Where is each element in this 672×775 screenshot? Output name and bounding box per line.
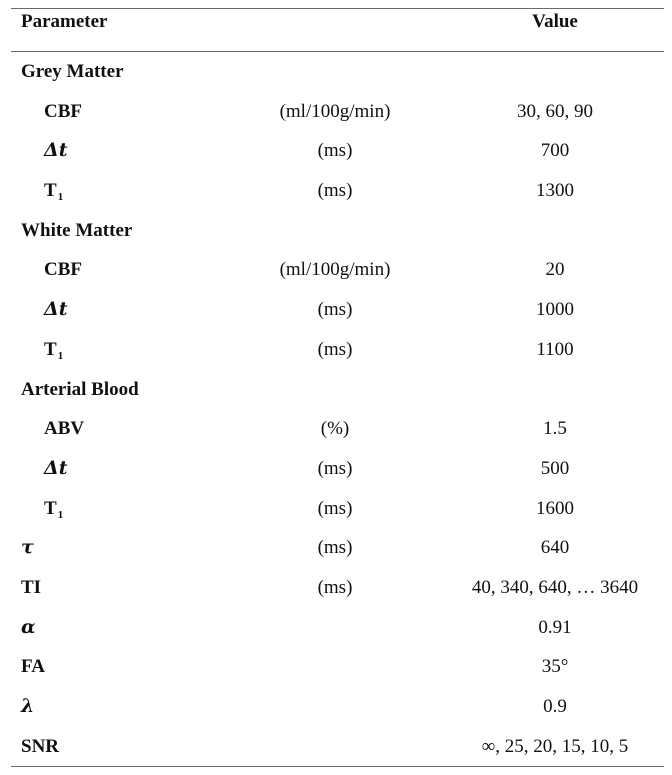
param-label: ABV [44,418,85,440]
param-label: Δt [44,298,68,321]
param-unit: (ms) [317,338,353,360]
table-row [11,647,664,687]
table-row [11,330,664,370]
param-value: 640 [540,537,570,559]
param-value: 35° [541,656,569,678]
param-label: α [21,615,36,638]
table-row [11,449,664,489]
table-row [11,727,664,767]
param-unit: (ms) [317,497,353,519]
table-row [11,131,664,171]
param-value: 1600 [536,497,574,519]
param-value: 1000 [536,299,574,321]
table-row [11,687,664,727]
param-subscript: 1 [57,349,64,362]
param-value: 0.91 [538,616,572,638]
param-value: ∞, 25, 20, 15, 10, 5 [481,735,629,757]
section-title-row [11,370,664,410]
header-parameter: Parameter [21,11,108,32]
bottom-rule [11,766,664,767]
table-row [11,290,664,330]
param-value: 40, 340, 640, … 3640 [471,576,639,598]
table-row [11,250,664,290]
param-value: 0.9 [543,696,567,717]
param-unit: (ms) [317,299,353,321]
param-unit: (ml/100g/min) [279,259,391,281]
table-row [11,92,664,132]
param-unit: (ms) [317,457,353,479]
param-label: τ [21,536,34,559]
param-label: TI [21,576,42,598]
param-unit: (ms) [317,180,353,202]
param-value: 700 [540,140,570,162]
table-row [11,489,664,529]
param-label: SNR [21,735,60,757]
section-title: Arterial Blood [21,378,139,400]
header-value: Value [532,11,578,32]
header-row [11,9,664,51]
param-unit: (ms) [317,576,353,598]
param-label: $T_1$ [44,180,64,204]
param-subscript: 1 [57,191,64,204]
table-row [11,568,664,608]
param-label: CBF [44,100,82,122]
param-label: λ [21,695,35,717]
param-label: CBF [44,259,82,281]
param-unit: (ml/100g/min) [279,100,391,122]
section-title-row [11,52,664,92]
param-label: Δt [44,139,68,162]
param-unit: (ms) [317,537,353,559]
param-label: $T_1$ [44,338,64,362]
param-label: Δt [44,456,68,479]
section-title: Grey Matter [21,61,124,82]
param-label: FA [21,656,45,678]
param-value: 500 [540,457,570,479]
param-unit: (%) [320,418,350,440]
param-value: 20 [545,259,565,281]
parameter-table [11,8,664,767]
param-value: 1100 [536,338,574,360]
param-value: 1.5 [543,418,567,440]
table-row [11,409,664,449]
param-unit: (ms) [317,140,353,162]
section-title: White Matter [21,219,133,241]
param-subscript: 1 [57,508,64,521]
table-row [11,528,664,568]
table-row [11,608,664,648]
table-row [11,171,664,211]
param-value: 1300 [536,180,574,202]
section-title-row [11,211,664,251]
param-label: $T_1$ [44,497,64,521]
param-value: 30, 60, 90 [517,100,593,122]
